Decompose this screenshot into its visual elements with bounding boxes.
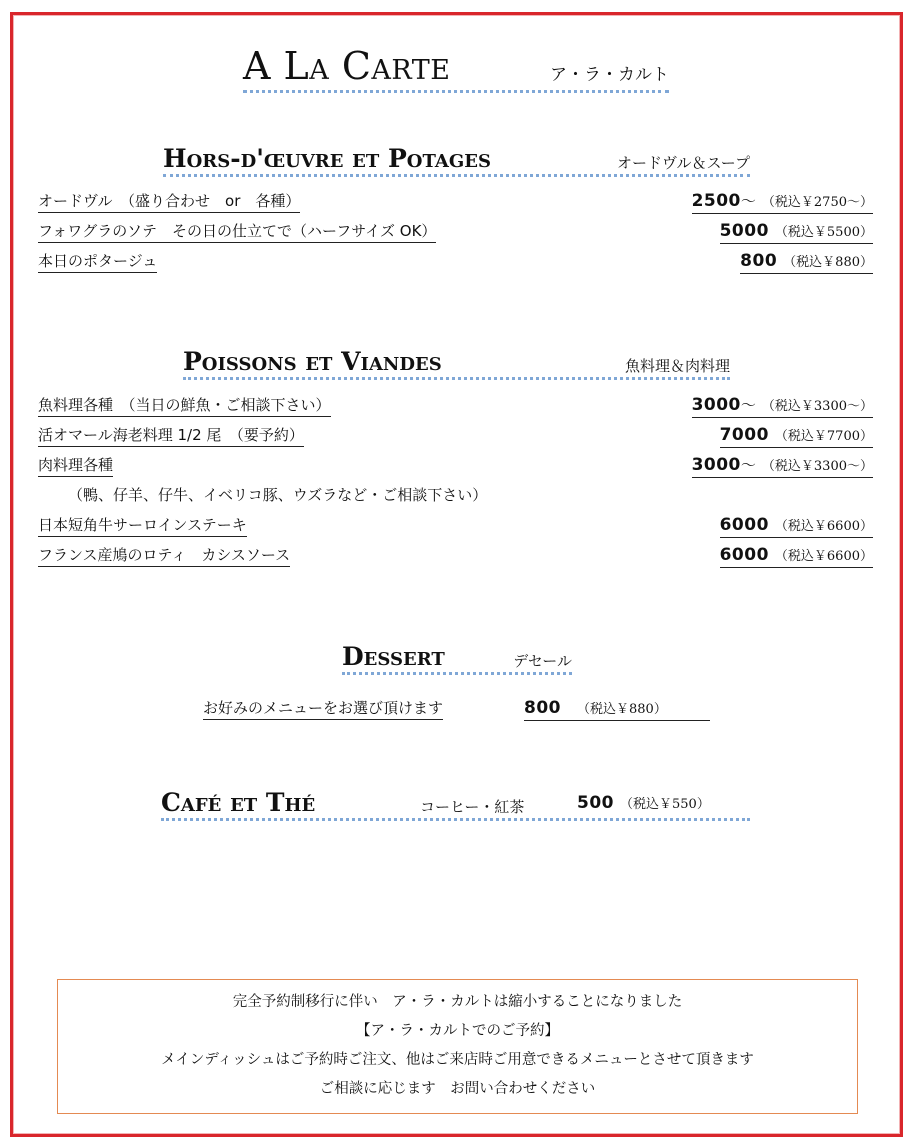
menu-item: 活オマール海老料理 1/2 尾 （要予約）: [38, 426, 304, 447]
menu-item-note: （鴨、仔羊、仔牛、イベリコ豚、ウズラなど・ご相談下さい）: [68, 486, 488, 504]
menu-price: 2500～ （税込￥2750～）: [692, 192, 873, 214]
section-title-jp: デセール: [513, 652, 572, 670]
notice-box: [57, 979, 858, 1114]
section-title-jp: コーヒー・紅茶: [420, 798, 525, 816]
menu-price: 800 （税込￥880）: [740, 252, 873, 274]
notice-line: 【ア・ラ・カルトでのご予約】: [356, 1023, 559, 1039]
section-title-en: Café et Thé: [161, 788, 316, 817]
section-title-jp: 魚料理＆肉料理: [624, 357, 730, 375]
cafe-price: 500 （税込￥550）: [577, 793, 710, 813]
notice-line: 完全予約制移行に伴い ア・ラ・カルトは縮小することになりました: [232, 994, 683, 1010]
dessert-line: お好みのメニューをお選び頂けます: [203, 699, 443, 720]
notice-line: メインディッシュはご予約時ご注文、他はご来店時ご用意できるメニューとさせて頂きます: [161, 1052, 754, 1068]
menu-price: 5000 （税込￥5500）: [720, 222, 873, 244]
section-title-en: Poissons et Viandes: [183, 347, 442, 376]
title-sub: ア・ラ・カルト: [550, 65, 669, 85]
section-title-en: Hors-d'œuvre et Potages: [163, 144, 491, 173]
menu-item: フォワグラのソテ その日の仕立てで（ハーフサイズ OK）: [38, 222, 436, 243]
menu-frame: [10, 12, 903, 1137]
menu-item: 本日のポタージュ: [38, 252, 157, 273]
menu-item: フランス産鳩のロティ カシスソース: [38, 546, 290, 567]
menu-price: 7000 （税込￥7700）: [720, 426, 873, 448]
menu-price: 3000～ （税込￥3300～）: [692, 456, 873, 478]
menu-item: 魚料理各種 （当日の鮮魚・ご相談下さい）: [38, 396, 331, 417]
section-title-jp: オードヴル＆スープ: [616, 154, 750, 172]
title-main: A La Carte: [243, 44, 451, 88]
section-heading-hors: [163, 146, 750, 177]
section-heading-poissons: [183, 349, 730, 380]
menu-item: オードヴル （盛り合わせ or 各種）: [38, 192, 300, 213]
section-heading-dessert: [342, 644, 572, 675]
menu-title: [243, 46, 669, 93]
menu-price: 3000～ （税込￥3300～）: [692, 396, 873, 418]
menu-item: 肉料理各種: [38, 456, 113, 477]
section-heading-cafe: [161, 790, 750, 821]
section-title-en: Dessert: [342, 642, 445, 671]
notice-line: ご相談に応じます お問い合わせください: [319, 1081, 596, 1097]
menu-item: 日本短角牛サーロインステーキ: [38, 516, 247, 537]
dessert-price: 800 （税込￥880）: [524, 699, 710, 721]
menu-price: 6000 （税込￥6600）: [720, 546, 873, 568]
menu-price: 6000 （税込￥6600）: [720, 516, 873, 538]
